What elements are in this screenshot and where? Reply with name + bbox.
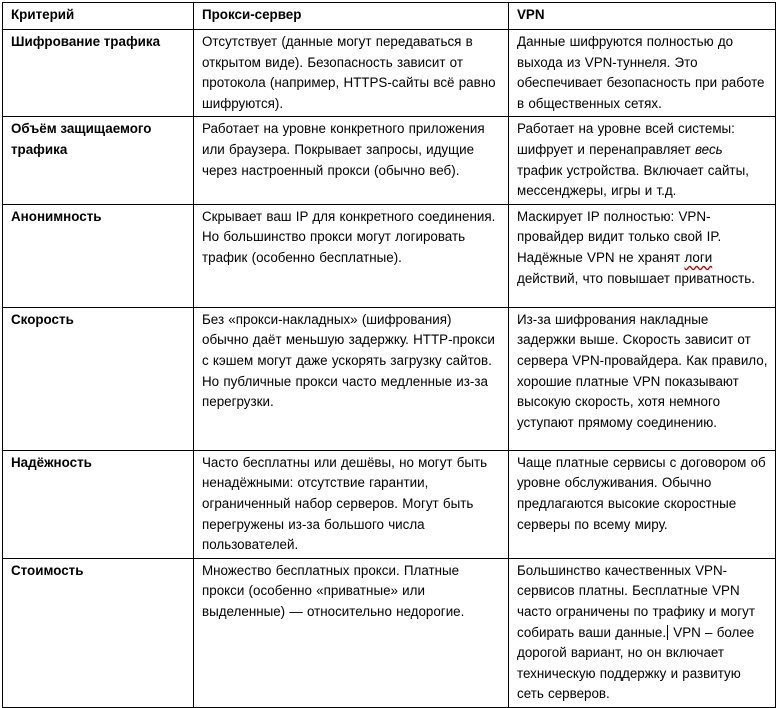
vpn-cell: Чаще платные сервисы с договором об уровне обслуживания. Обычно предлагаются высокие скоростные серверы по всему миру. [509, 450, 776, 558]
proxy-cell: Часто бесплатны или дешёвы, но могут быть ненадёжными: отсутствие гарантии, ограниченный набор серверов. Могут быть перегружены из-за большого числа пользователей. [194, 450, 509, 558]
spellcheck-marked-word[interactable]: логи [684, 249, 713, 265]
header-criterion: Критерий [3, 3, 194, 30]
vpn-text-part: действий, что повышает приватность. [517, 270, 755, 286]
table-row [3, 558, 776, 707]
criterion-cell: Стоимость [3, 558, 194, 707]
proxy-cell: Множество бесплатных прокси. Платные прокси (особенно «приватные» или выделенные) — относительно недорогие. [194, 558, 509, 707]
vpn-cell [509, 117, 776, 204]
vpn-text-part: Маскирует IP полностью: VPN-провайдер видит только свой IP. Надёжные VPN не хранят [517, 208, 722, 265]
vpn-text-part: VPN – более дорогой вариант, но он включает техническую поддержку и развитую сеть серверов. [517, 624, 755, 702]
vpn-text-part: трафик устройства. Включает сайты, мессенджеры, игры и т.д. [517, 162, 749, 199]
table-row [3, 450, 776, 558]
proxy-cell: Без «прокси-накладных» (шифрования) обычно даёт меньшую задержку. HTTP-прокси с кэшем могут даже ускорять загрузку сайтов. Но публичные прокси часто медленные из-за перегрузки. [194, 307, 509, 450]
header-proxy: Прокси-сервер [194, 3, 509, 30]
text-cursor [667, 625, 668, 640]
proxy-cell: Работает на уровне конкретного приложения или браузера. Покрывает запросы, идущие через настроенный прокси (обычно веб). [194, 117, 509, 204]
table-row [3, 30, 776, 117]
header-row [3, 3, 776, 30]
table-row [3, 204, 776, 307]
table-row [3, 307, 776, 450]
header-vpn: VPN [509, 3, 776, 30]
vpn-text-part: Работает на уровне всей системы: шифрует и перенаправляет [517, 121, 735, 157]
criterion-cell: Надёжность [3, 450, 194, 558]
vpn-text-part: Большинство качественных VPN-сервисов платны. Бесплатные VPN часто ограничены по трафику и могут собирать ваши данные. [517, 562, 755, 640]
vpn-cell: Данные шифруются полностью до выхода из VPN-туннеля. Это обеспечивает безопасность при работе в общественных сетях. [509, 30, 776, 117]
criterion-cell: Скорость [3, 307, 194, 450]
comparison-table [2, 2, 776, 708]
criterion-cell: Шифрование трафика [3, 30, 194, 117]
proxy-cell: Отсутствует (данные могут передаваться в открытом виде). Безопасность зависит от протокола (например, HTTPS-сайты всё равно шифруются). [194, 30, 509, 117]
table-row [3, 117, 776, 204]
criterion-cell: Объём защищаемого трафика [3, 117, 194, 204]
vpn-cell[interactable] [509, 558, 776, 707]
emphasized-word: весь [694, 141, 723, 157]
vpn-cell [509, 204, 776, 307]
proxy-cell: Скрывает ваш IP для конкретного соединения. Но большинство прокси могут логировать трафик (особенно бесплатные). [194, 204, 509, 307]
vpn-cell: Из-за шифрования накладные задержки выше. Скорость зависит от сервера VPN-провайдера. Как правило, хорошие платные VPN показывают высокую скорость, хотя немного уступают прямому соединению. [509, 307, 776, 450]
criterion-cell: Анонимность [3, 204, 194, 307]
